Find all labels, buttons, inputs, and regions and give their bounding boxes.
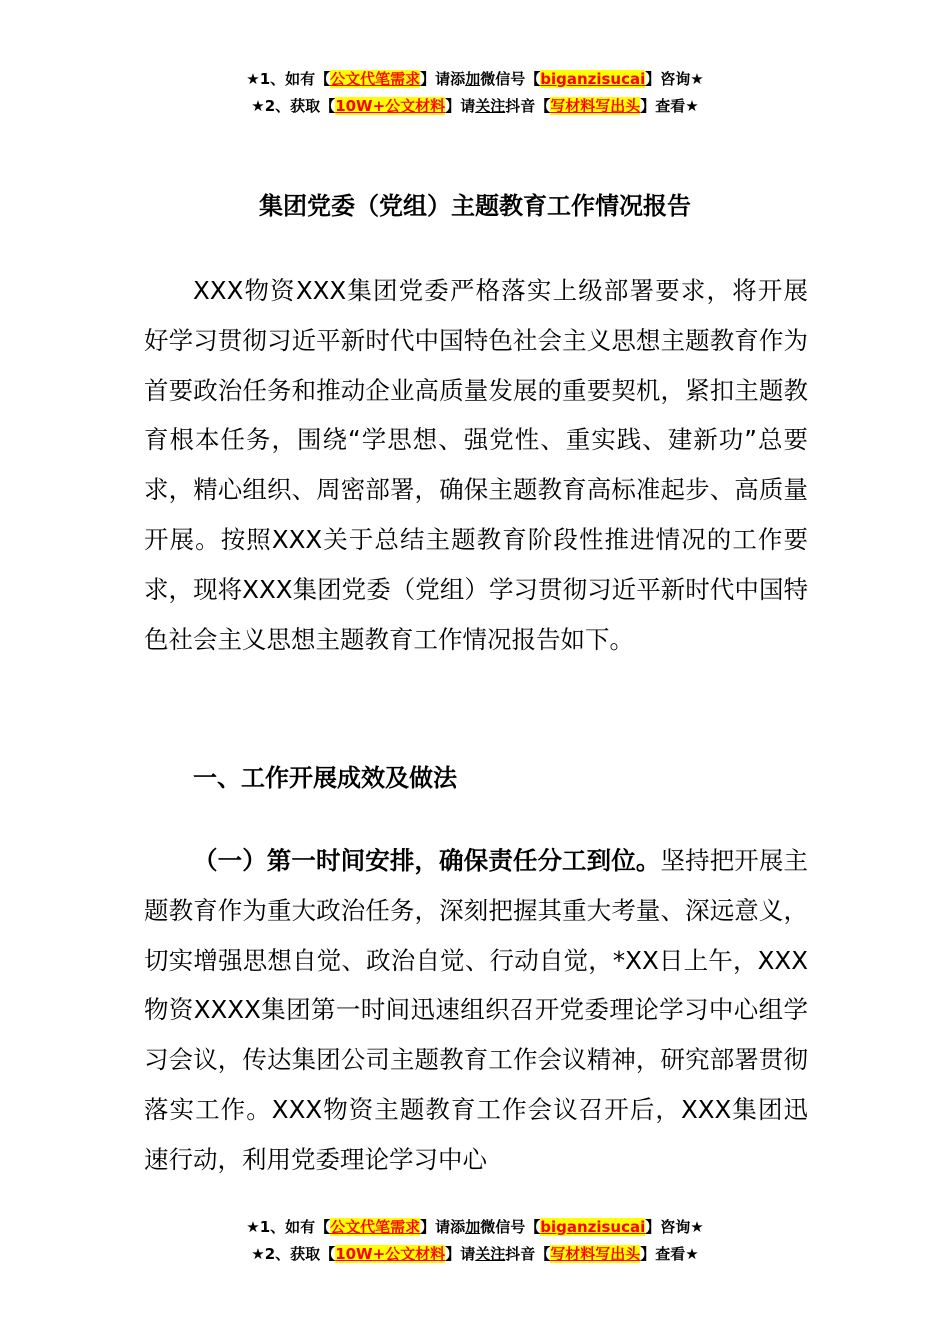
ad-text: ★2、获取【 — [251, 1245, 336, 1263]
ad-underlined-text: 加 — [465, 70, 481, 88]
ad-text: 】咨询★ — [645, 70, 704, 88]
ad-text: 】查看★ — [640, 1245, 699, 1263]
ad-douyin-account: 写材料写出头 — [550, 97, 641, 115]
footer-ad-line-1 — [0, 1214, 950, 1241]
ad-underlined-text: 关注 — [475, 97, 506, 115]
ad-wechat-id: biganzisucai — [540, 1218, 646, 1236]
ad-text: 】请添 — [420, 70, 466, 88]
ad-text: 】请 — [445, 1245, 476, 1263]
section-heading: 一、工作开展成效及做法 — [193, 764, 457, 792]
ad-highlight: 公文代笔需求 — [330, 70, 421, 88]
footer-ad-banner — [0, 1214, 950, 1268]
ad-text: 微信号【 — [480, 70, 541, 88]
ad-text: 微信号【 — [480, 1218, 541, 1236]
ad-text: 】查看★ — [640, 97, 699, 115]
subsection-paragraph — [144, 836, 808, 1186]
ad-underlined-text: 加 — [465, 1218, 481, 1236]
ad-douyin-account: 写材料写出头 — [550, 1245, 641, 1263]
ad-text: 抖音【 — [505, 97, 551, 115]
intro-paragraph: XXX物资XXX集团党委严格落实上级部署要求，将开展好学习贯彻习近平新时代中国特色社会主义思想主题教育作为首要政治任务和推动企业高质量发展的重要契机，紧扣主题教育根本任务，围绕“学思想、强党性、重实践、建新功”总要求，精心组织、周密部署，确保主题教育高标准起步、高质量开展。按照XXX关于总结主题教育阶段性推进情况的工作要求，现将XXX集团党委（党组）学习贯彻习近平新时代中国特色社会主义思想主题教育工作情况报告如下。 — [144, 276, 808, 654]
header-ad-banner — [0, 66, 950, 120]
header-ad-line-1 — [0, 66, 950, 93]
ad-text: 】咨询★ — [645, 1218, 704, 1236]
ad-text: ★2、获取【 — [251, 97, 336, 115]
ad-highlight: 10W+公文材料 — [335, 1245, 446, 1263]
ad-text: ★1、如有【 — [246, 1218, 331, 1236]
ad-text: 】请添 — [420, 1218, 466, 1236]
subsection-body: 坚持把开展主题教育作为重大政治任务，深刻把握其重大考量、深远意义，切实增强思想自觉、政治自觉、行动自觉，*XX日上午，XXX物资XXXX集团第一时间迅速组织召开党委理论学习中心组学习会议，传达集团公司主题教育工作会议精神，研究部署贯彻落实工作。XXX物资主题教育工作会议召开后，XXX集团迅速行动，利用党委理论学习中心 — [144, 846, 808, 1174]
ad-text: 抖音【 — [505, 1245, 551, 1263]
document-title: 集团党委（党组）主题教育工作情况报告 — [259, 192, 691, 220]
ad-text: ★1、如有【 — [246, 70, 331, 88]
ad-underlined-text: 关注 — [475, 1245, 506, 1263]
ad-highlight: 10W+公文材料 — [335, 97, 446, 115]
subsection-lead: （一）第一时间安排，确保责任分工到位。 — [193, 846, 661, 875]
footer-ad-line-2 — [0, 1241, 950, 1268]
ad-text: 】请 — [445, 97, 476, 115]
ad-highlight: 公文代笔需求 — [330, 1218, 421, 1236]
ad-wechat-id: biganzisucai — [540, 70, 646, 88]
header-ad-line-2 — [0, 93, 950, 120]
